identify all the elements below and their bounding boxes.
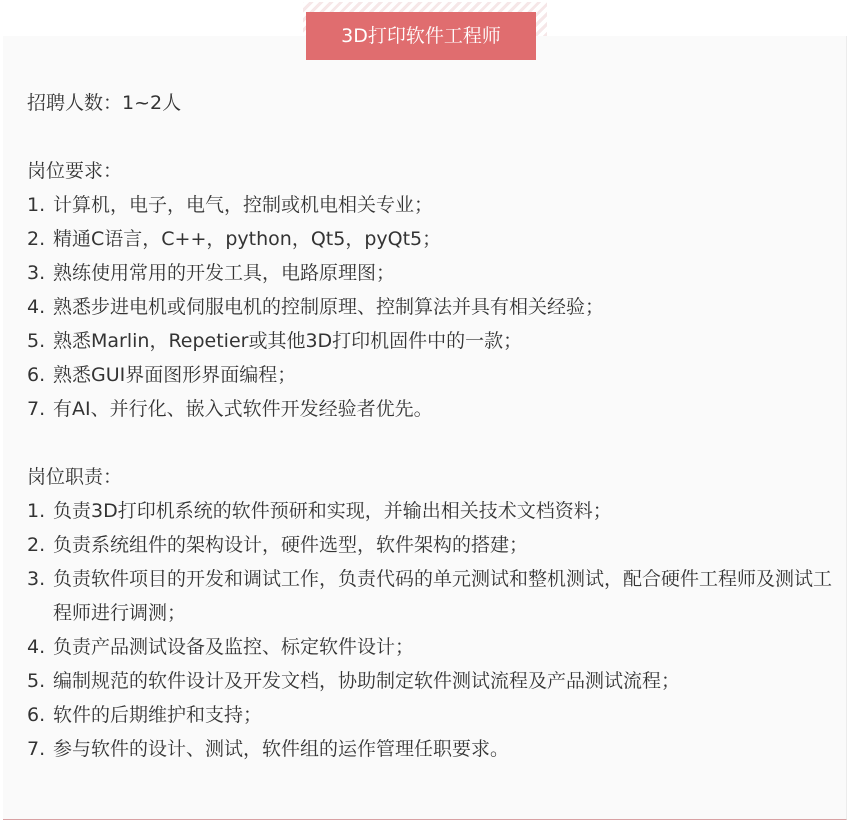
item-text: 熟悉GUI界面图形界面编程； [53,364,297,386]
list-item [27,222,837,256]
item-text: 熟悉Marlin，Repetier或其他3D打印机固件中的一款； [53,330,523,352]
item-text: 负责3D打印机系统的软件预研和实现，并输出相关技术文档资料； [53,500,612,522]
item-text: 参与软件的设计、测试，软件组的运作管理任职要求。 [53,738,510,760]
item-number: 5. [27,670,46,692]
item-number: 6. [27,364,46,386]
list-item [27,188,837,222]
list-item [27,630,837,664]
requirements-list [27,188,837,426]
item-number: 4. [27,636,46,658]
headcount-text: 招聘人数：1~2人 [27,92,182,114]
job-description [27,86,837,766]
item-number: 6. [27,704,46,726]
list-item [27,256,837,290]
spacer [27,426,837,460]
item-number: 5. [27,330,46,352]
list-item [27,290,837,324]
list-item [27,698,837,732]
list-item [27,494,837,528]
requirements-heading: 岗位要求： [27,160,123,182]
duties-heading: 岗位职责： [27,466,123,488]
item-text: 计算机，电子，电气，控制或机电相关专业； [53,194,434,216]
list-item [27,324,837,358]
item-number: 4. [27,296,46,318]
item-number: 2. [27,534,46,556]
item-number: 7. [27,738,46,760]
item-text: 精通C语言，C++，python，Qt5，pyQt5； [53,228,442,250]
spacer [27,120,837,154]
item-text: 软件的后期维护和支持； [53,704,263,726]
item-text: 负责系统组件的架构设计，硬件选型，软件架构的搭建； [53,534,529,556]
item-number: 1. [27,194,46,216]
item-text: 负责软件项目的开发和调试工作，负责代码的单元测试和整机测试，配合硬件工程师及测试工程师进行调测； [53,568,833,624]
list-item [27,392,837,426]
item-text: 负责产品测试设备及监控、标定软件设计； [53,636,415,658]
list-item [27,528,837,562]
list-item [27,732,837,766]
item-number: 3. [27,568,46,590]
duties-list [27,494,837,766]
item-text: 编制规范的软件设计及开发文档，协助制定软件测试流程及产品测试流程； [53,670,681,692]
job-title-banner: 3D打印软件工程师 [306,12,536,60]
list-item [27,562,837,630]
item-number: 7. [27,398,46,420]
item-text: 熟悉步进电机或伺服电机的控制原理、控制算法并具有相关经验； [53,296,605,318]
item-number: 2. [27,228,46,250]
item-text: 有AI、并行化、嵌入式软件开发经验者优先。 [53,398,433,420]
item-number: 1. [27,500,46,522]
item-number: 3. [27,262,46,284]
item-text: 熟练使用常用的开发工具，电路原理图； [53,262,396,284]
list-item [27,664,837,698]
list-item [27,358,837,392]
